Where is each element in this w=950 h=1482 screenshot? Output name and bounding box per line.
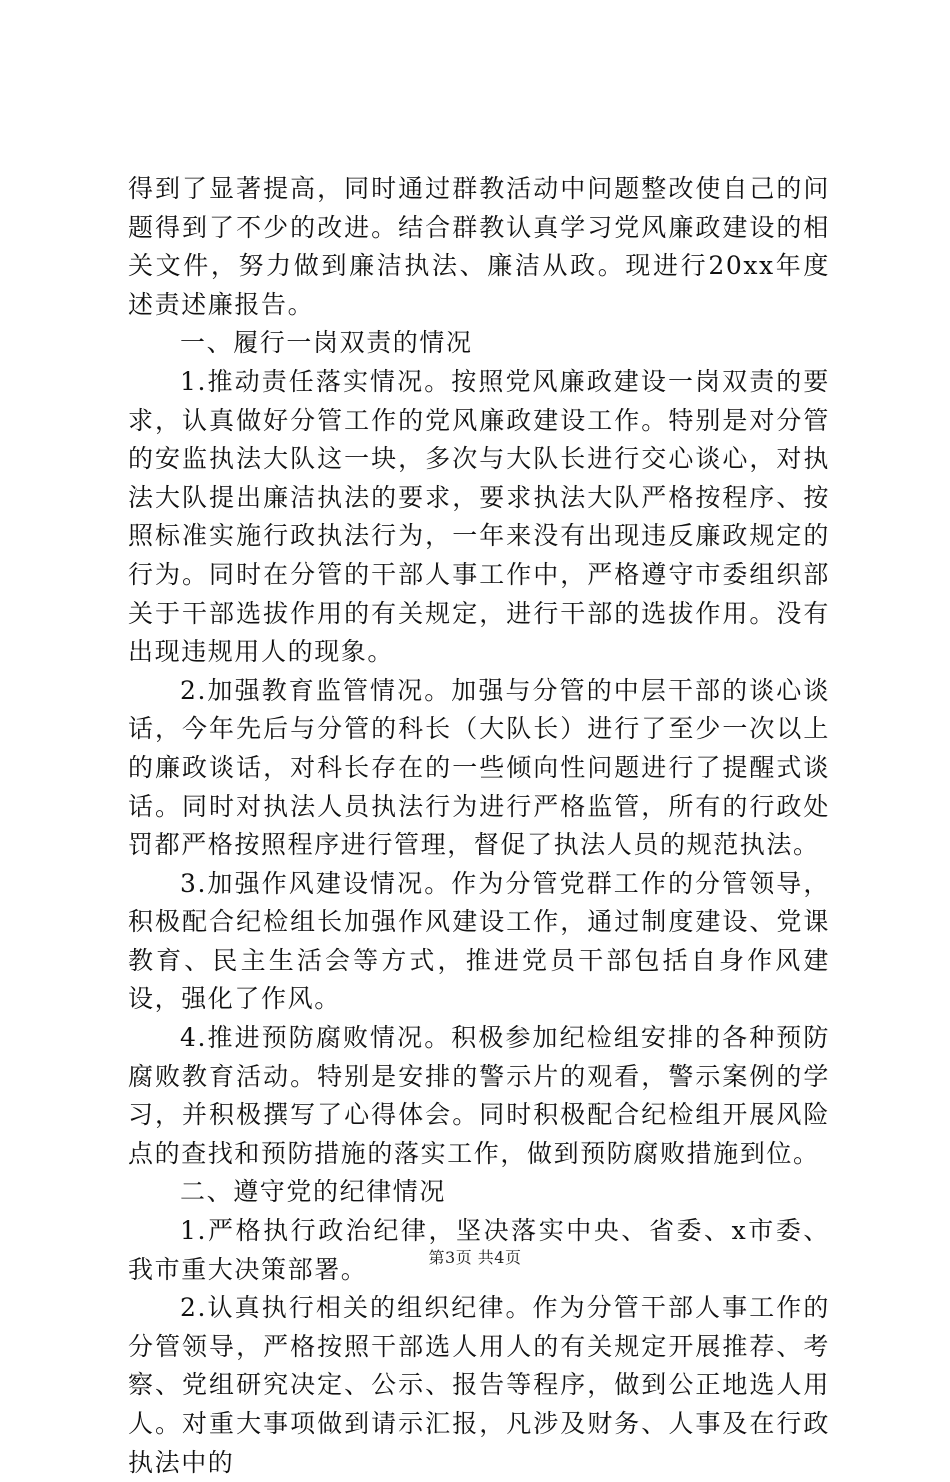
section-heading-two: 二、遵守党的纪律情况 <box>180 1177 447 1207</box>
paragraph-political-discipline: 1.严格执行政治纪律，坚决落实中央、省委、x市委、我市重大决策部署。 <box>128 1216 830 1284</box>
paragraph-organizational-discipline: 2.认真执行相关的组织纪律。作为分管干部人事工作的分管领导，严格按照干部选人用人的有关规定开展推荐、考察、党组研究决定、公示、报告等程序，做到公正地选人用人。对重大事项做到请示汇报，凡涉及财务、人事及在行政执法中的 <box>128 1293 830 1477</box>
paragraph-responsibility: 1.推动责任落实情况。按照党风廉政建设一岗双责的要求，认真做好分管工作的党风廉政建设工作。特别是对分管的安监执法大队这一块，多次与大队长进行交心谈心，对执法大队提出廉洁执法的要求，要求执法大队严格按程序、按照标准实施行政执法行为，一年来没有出现违反廉政规定的行为。同时在分管的干部人事工作中，严格遵守市委组织部关于干部选拔作用的有关规定，进行干部的选拔作用。没有出现违规用人的现象。 <box>128 366 830 667</box>
paragraph-continuation: 得到了显著提高，同时通过群教活动中问题整改使自己的问题得到了不少的改进。结合群教认真学习党风廉政建设的相关文件，努力做到廉洁执法、廉洁从政。现进行20xx年度述责述廉报告。 <box>128 174 830 319</box>
section-heading-one: 一、履行一岗双责的情况 <box>180 328 473 358</box>
paragraph-education: 2.加强教育监管情况。加强与分管的中层干部的谈心谈话，今年先后与分管的科长（大队长）进行了至少一次以上的廉政谈话，对科长存在的一些倾向性问题进行了提醒式谈话。同时对执法人员执法行为进行严格监管，所有的行政处罚都严格按照程序进行管理，督促了执法人员的规范执法。 <box>128 675 830 860</box>
document-body <box>128 170 830 1482</box>
page-footer: 第3页 共4页 <box>428 1248 522 1267</box>
paragraph-anti-corruption: 4.推进预防腐败情况。积极参加纪检组安排的各种预防腐败教育活动。特别是安排的警示片的观看，警示案例的学习，并积极撰写了心得体会。同时积极配合纪检组开展风险点的查找和预防措施的落实工作，做到预防腐败措施到位。 <box>128 1023 830 1168</box>
paragraph-work-style: 3.加强作风建设情况。作为分管党群工作的分管领导，积极配合纪检组长加强作风建设工作，通过制度建设、党课教育、民主生活会等方式，推进党员干部包括自身作风建设，强化了作风。 <box>128 868 830 1014</box>
